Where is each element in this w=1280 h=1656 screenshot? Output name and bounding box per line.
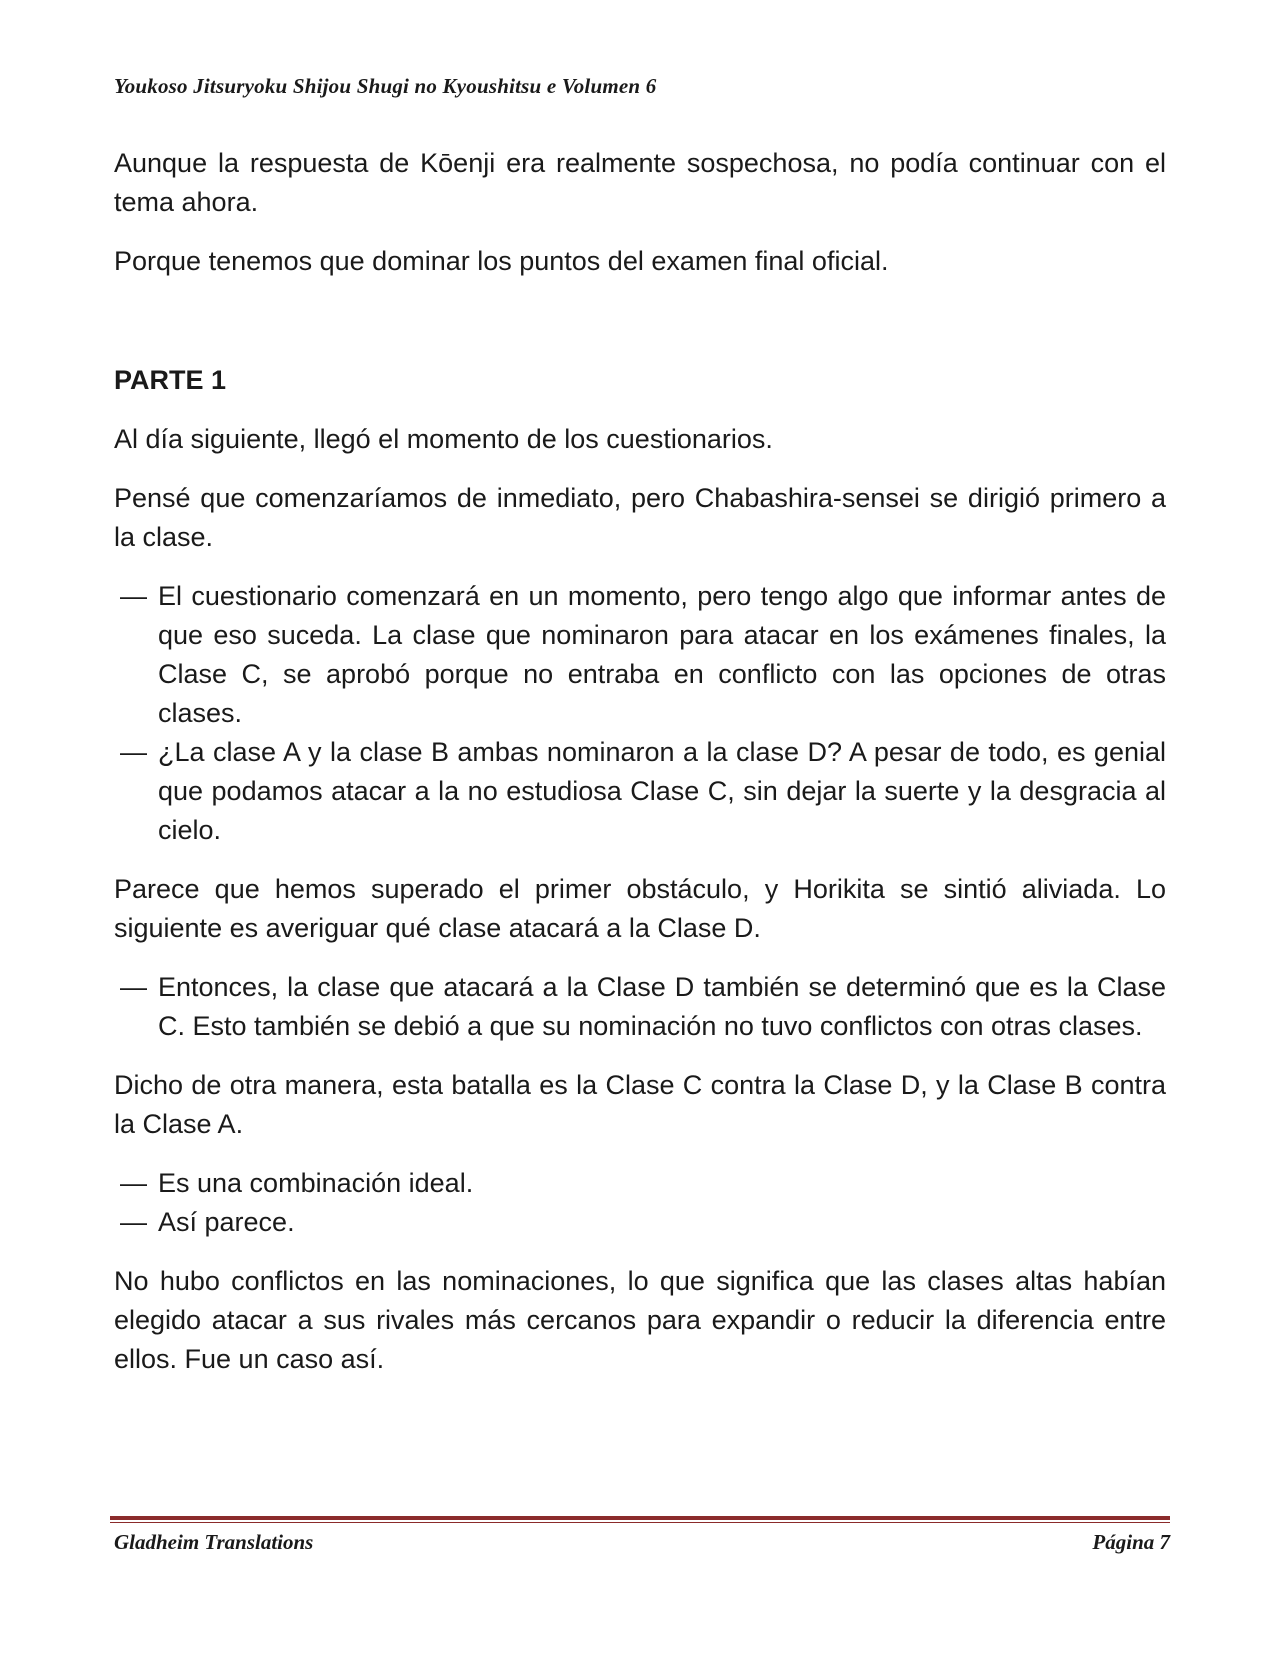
section-heading: PARTE 1 [114,365,227,395]
footer-credit: Gladheim Translations [114,1530,314,1554]
dialogue-text: El cuestionario comenzará en un momento, pero tengo algo que informar antes de que eso suceda. La clase que nominaron para atacar en los exámenes finales, la Clase C, se aprobó porque no entraba en conflicto con las opciones de otras clases. [158,581,1166,728]
footer-rule [110,1516,1170,1524]
dialogue-dash: — [120,972,147,1002]
paragraph-intro-1: Aunque la respuesta de Kōenji era realmente sospechosa, no podía continuar con el tema ahora. [114,148,1166,217]
page-body [114,144,1166,1379]
dialogue-text: Entonces, la clase que atacará a la Clase D también se determinó que es la Clase C. Esto también se debió a que su nominación no tuvo conflictos con otras clases. [158,972,1166,1041]
running-header: Youkoso Jitsuryoku Shijou Shugi no Kyoushitsu e Volumen 6 [114,74,657,98]
paragraph-intro-2: Porque tenemos que dominar los puntos del examen final oficial. [114,246,889,276]
dialogue-text: Así parece. [158,1207,295,1237]
dialogue-line [114,1164,1166,1203]
dialogue-dash: — [120,1207,147,1237]
dialogue-line [114,733,1166,850]
dialogue-text: ¿La clase A y la clase B ambas nominaron a la clase D? A pesar de todo, es genial que podamos atacar a la no estudiosa Clase C, sin dejar la suerte y la desgracia al cielo. [158,737,1166,845]
footer-rule-thin [110,1522,1170,1523]
paragraph-1: Al día siguiente, llegó el momento de los cuestionarios. [114,424,773,454]
dialogue-block-2 [114,968,1166,1046]
dialogue-line [114,1203,1166,1242]
dialogue-line [114,577,1166,733]
dialogue-dash: — [120,1168,147,1198]
footer-rule-thick [110,1516,1170,1520]
dialogue-dash: — [120,737,147,767]
dialogue-text: Es una combinación ideal. [158,1168,474,1198]
dialogue-dash: — [120,581,147,611]
paragraph-5: No hubo conflictos en las nominaciones, lo que significa que las clases altas habían elegido atacar a sus rivales más cercanos para expandir o reducir la diferencia entre ellos. Fue un caso así. [114,1266,1166,1374]
paragraph-2: Pensé que comenzaríamos de inmediato, pero Chabashira-sensei se dirigió primero a la clase. [114,483,1166,552]
dialogue-line [114,968,1166,1046]
page-number: Página 7 [1092,1530,1170,1554]
dialogue-block-1 [114,577,1166,850]
dialogue-block-3 [114,1164,1166,1242]
paragraph-4: Dicho de otra manera, esta batalla es la Clase C contra la Clase D, y la Clase B contra la Clase A. [114,1070,1166,1139]
paragraph-3: Parece que hemos superado el primer obstáculo, y Horikita se sintió aliviada. Lo siguiente es averiguar qué clase atacará a la Clase D. [114,874,1166,943]
